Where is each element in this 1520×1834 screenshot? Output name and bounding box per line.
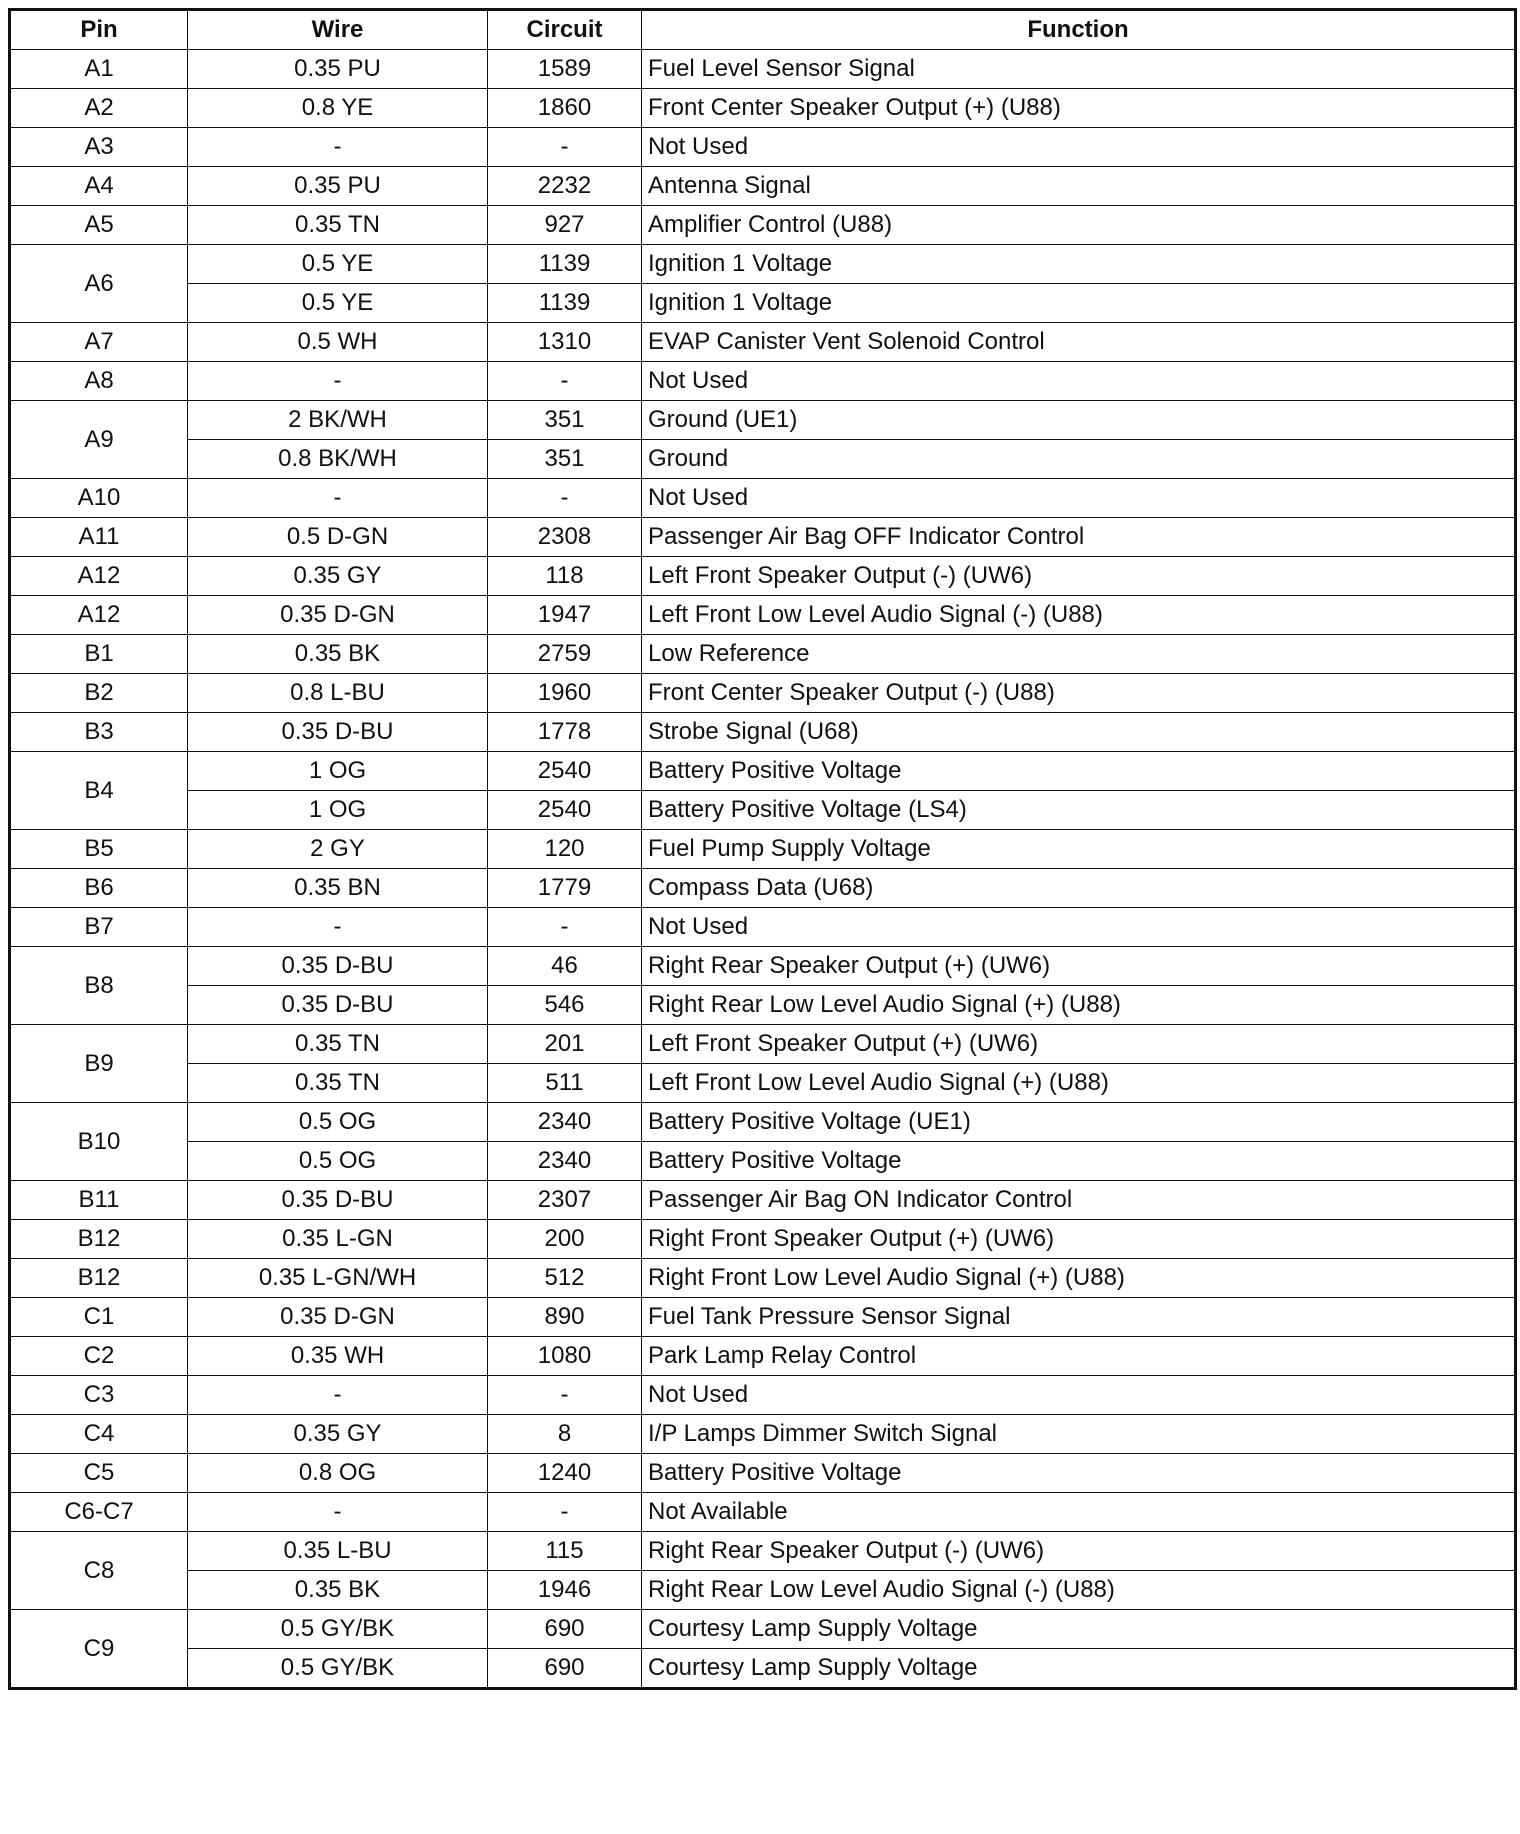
function-cell: Right Rear Speaker Output (-) (UW6) <box>642 1532 1516 1571</box>
function-cell: Battery Positive Voltage (LS4) <box>642 791 1516 830</box>
table-row <box>10 1649 1516 1689</box>
function-cell: Low Reference <box>642 635 1516 674</box>
table-row <box>10 1064 1516 1103</box>
circuit-cell: 2340 <box>488 1142 642 1181</box>
circuit-cell: - <box>488 362 642 401</box>
wire-cell: 0.35 D-GN <box>188 1298 488 1337</box>
function-cell: Antenna Signal <box>642 167 1516 206</box>
wire-cell: 0.35 TN <box>188 206 488 245</box>
circuit-cell: 1310 <box>488 323 642 362</box>
wire-cell: 0.35 TN <box>188 1025 488 1064</box>
function-cell: Battery Positive Voltage <box>642 1454 1516 1493</box>
pin-cell: A10 <box>10 479 188 518</box>
wire-cell: - <box>188 908 488 947</box>
wire-cell: 2 GY <box>188 830 488 869</box>
wire-cell: - <box>188 1493 488 1532</box>
circuit-cell: 351 <box>488 440 642 479</box>
function-cell: Ignition 1 Voltage <box>642 284 1516 323</box>
circuit-cell: 1589 <box>488 50 642 89</box>
table-row <box>10 1610 1516 1649</box>
table-row <box>10 1181 1516 1220</box>
wire-cell: - <box>188 479 488 518</box>
function-cell: Not Used <box>642 362 1516 401</box>
table-row <box>10 1532 1516 1571</box>
pin-cell: B2 <box>10 674 188 713</box>
pin-cell: B6 <box>10 869 188 908</box>
wire-cell: 0.5 WH <box>188 323 488 362</box>
wire-cell: 0.35 D-BU <box>188 713 488 752</box>
function-cell: Right Rear Low Level Audio Signal (-) (U88) <box>642 1571 1516 1610</box>
wire-cell: 0.5 OG <box>188 1142 488 1181</box>
pin-cell: C1 <box>10 1298 188 1337</box>
table-row <box>10 791 1516 830</box>
table-row <box>10 518 1516 557</box>
table-row <box>10 50 1516 89</box>
circuit-cell: 1240 <box>488 1454 642 1493</box>
wire-cell: 0.8 BK/WH <box>188 440 488 479</box>
table-row <box>10 89 1516 128</box>
table-row <box>10 128 1516 167</box>
connector-pinout-document <box>8 8 1517 1690</box>
pin-cell: B3 <box>10 713 188 752</box>
table-row <box>10 1454 1516 1493</box>
circuit-cell: 1779 <box>488 869 642 908</box>
header-wire: Wire <box>188 10 488 50</box>
pin-cell: C5 <box>10 1454 188 1493</box>
wire-cell: 0.35 D-BU <box>188 947 488 986</box>
table-row <box>10 557 1516 596</box>
function-cell: Fuel Level Sensor Signal <box>642 50 1516 89</box>
pin-cell: A11 <box>10 518 188 557</box>
table-row <box>10 479 1516 518</box>
circuit-cell: 118 <box>488 557 642 596</box>
pin-cell: C2 <box>10 1337 188 1376</box>
function-cell: Left Front Speaker Output (+) (UW6) <box>642 1025 1516 1064</box>
function-cell: Not Used <box>642 908 1516 947</box>
circuit-cell: 1080 <box>488 1337 642 1376</box>
pin-cell: B1 <box>10 635 188 674</box>
pin-cell: A1 <box>10 50 188 89</box>
circuit-cell: - <box>488 479 642 518</box>
table-row <box>10 1571 1516 1610</box>
circuit-cell: 1139 <box>488 284 642 323</box>
table-row <box>10 596 1516 635</box>
circuit-cell: 2540 <box>488 752 642 791</box>
table-row <box>10 362 1516 401</box>
circuit-cell: 546 <box>488 986 642 1025</box>
function-cell: Front Center Speaker Output (+) (U88) <box>642 89 1516 128</box>
circuit-cell: 1947 <box>488 596 642 635</box>
connector-pinout-table <box>8 8 1517 1690</box>
circuit-cell: 927 <box>488 206 642 245</box>
circuit-cell: 690 <box>488 1649 642 1689</box>
function-cell: Left Front Low Level Audio Signal (-) (U88) <box>642 596 1516 635</box>
circuit-cell: 8 <box>488 1415 642 1454</box>
function-cell: Fuel Tank Pressure Sensor Signal <box>642 1298 1516 1337</box>
pin-cell: A8 <box>10 362 188 401</box>
table-row <box>10 1337 1516 1376</box>
function-cell: Not Available <box>642 1493 1516 1532</box>
wire-cell: 0.5 D-GN <box>188 518 488 557</box>
function-cell: Passenger Air Bag OFF Indicator Control <box>642 518 1516 557</box>
wire-cell: 0.35 D-BU <box>188 1181 488 1220</box>
pin-cell: C8 <box>10 1532 188 1610</box>
table-row <box>10 401 1516 440</box>
circuit-cell: 115 <box>488 1532 642 1571</box>
wire-cell: 0.35 GY <box>188 557 488 596</box>
table-row <box>10 440 1516 479</box>
function-cell: Ground (UE1) <box>642 401 1516 440</box>
wire-cell: 0.35 L-GN/WH <box>188 1259 488 1298</box>
table-row <box>10 1493 1516 1532</box>
circuit-cell: - <box>488 908 642 947</box>
wire-cell: 0.35 BK <box>188 1571 488 1610</box>
wire-cell: 0.35 GY <box>188 1415 488 1454</box>
wire-cell: 0.35 BN <box>188 869 488 908</box>
wire-cell: 0.5 YE <box>188 245 488 284</box>
header-circuit: Circuit <box>488 10 642 50</box>
table-row <box>10 1220 1516 1259</box>
wire-cell: 0.35 TN <box>188 1064 488 1103</box>
pin-cell: B11 <box>10 1181 188 1220</box>
table-row <box>10 869 1516 908</box>
circuit-cell: 200 <box>488 1220 642 1259</box>
pin-cell: B9 <box>10 1025 188 1103</box>
function-cell: Not Used <box>642 479 1516 518</box>
function-cell: Right Front Low Level Audio Signal (+) (U88) <box>642 1259 1516 1298</box>
table-row <box>10 245 1516 284</box>
circuit-cell: 1139 <box>488 245 642 284</box>
pin-cell: A12 <box>10 596 188 635</box>
table-row <box>10 908 1516 947</box>
wire-cell: 0.8 OG <box>188 1454 488 1493</box>
function-cell: Not Used <box>642 1376 1516 1415</box>
wire-cell: 0.8 YE <box>188 89 488 128</box>
function-cell: Left Front Speaker Output (-) (UW6) <box>642 557 1516 596</box>
table-header <box>10 10 1516 50</box>
circuit-cell: 2540 <box>488 791 642 830</box>
function-cell: Battery Positive Voltage <box>642 1142 1516 1181</box>
wire-cell: 0.8 L-BU <box>188 674 488 713</box>
circuit-cell: 1860 <box>488 89 642 128</box>
table-row <box>10 947 1516 986</box>
table-row <box>10 1025 1516 1064</box>
wire-cell: 2 BK/WH <box>188 401 488 440</box>
circuit-cell: - <box>488 1493 642 1532</box>
wire-cell: 0.5 OG <box>188 1103 488 1142</box>
circuit-cell: 1946 <box>488 1571 642 1610</box>
pin-cell: A3 <box>10 128 188 167</box>
function-cell: EVAP Canister Vent Solenoid Control <box>642 323 1516 362</box>
table-body <box>10 50 1516 1689</box>
pin-cell: B12 <box>10 1259 188 1298</box>
pin-cell: B7 <box>10 908 188 947</box>
wire-cell: 0.35 D-BU <box>188 986 488 1025</box>
function-cell: Park Lamp Relay Control <box>642 1337 1516 1376</box>
header-function: Function <box>642 10 1516 50</box>
function-cell: Strobe Signal (U68) <box>642 713 1516 752</box>
table-row <box>10 674 1516 713</box>
pin-cell: A7 <box>10 323 188 362</box>
circuit-cell: 512 <box>488 1259 642 1298</box>
table-row <box>10 206 1516 245</box>
function-cell: Right Rear Speaker Output (+) (UW6) <box>642 947 1516 986</box>
circuit-cell: 201 <box>488 1025 642 1064</box>
pin-cell: A4 <box>10 167 188 206</box>
pin-cell: B10 <box>10 1103 188 1181</box>
wire-cell: 1 OG <box>188 791 488 830</box>
wire-cell: 1 OG <box>188 752 488 791</box>
function-cell: Battery Positive Voltage (UE1) <box>642 1103 1516 1142</box>
table-row <box>10 1376 1516 1415</box>
wire-cell: 0.35 PU <box>188 50 488 89</box>
pin-cell: C6-C7 <box>10 1493 188 1532</box>
function-cell: Ground <box>642 440 1516 479</box>
table-row <box>10 1415 1516 1454</box>
wire-cell: 0.35 PU <box>188 167 488 206</box>
function-cell: Right Rear Low Level Audio Signal (+) (U88) <box>642 986 1516 1025</box>
pin-cell: C4 <box>10 1415 188 1454</box>
function-cell: Right Front Speaker Output (+) (UW6) <box>642 1220 1516 1259</box>
function-cell: Fuel Pump Supply Voltage <box>642 830 1516 869</box>
wire-cell: 0.35 WH <box>188 1337 488 1376</box>
header-row <box>10 10 1516 50</box>
function-cell: Courtesy Lamp Supply Voltage <box>642 1610 1516 1649</box>
table-row <box>10 1142 1516 1181</box>
circuit-cell: 120 <box>488 830 642 869</box>
function-cell: Courtesy Lamp Supply Voltage <box>642 1649 1516 1689</box>
table-row <box>10 1103 1516 1142</box>
circuit-cell: - <box>488 1376 642 1415</box>
circuit-cell: 2307 <box>488 1181 642 1220</box>
wire-cell: 0.35 BK <box>188 635 488 674</box>
circuit-cell: 351 <box>488 401 642 440</box>
header-pin: Pin <box>10 10 188 50</box>
table-row <box>10 167 1516 206</box>
function-cell: Left Front Low Level Audio Signal (+) (U88) <box>642 1064 1516 1103</box>
circuit-cell: 890 <box>488 1298 642 1337</box>
wire-cell: 0.35 L-GN <box>188 1220 488 1259</box>
circuit-cell: 46 <box>488 947 642 986</box>
wire-cell: 0.5 GY/BK <box>188 1649 488 1689</box>
circuit-cell: 2759 <box>488 635 642 674</box>
function-cell: Compass Data (U68) <box>642 869 1516 908</box>
pin-cell: C9 <box>10 1610 188 1689</box>
pin-cell: A9 <box>10 401 188 479</box>
wire-cell: 0.5 YE <box>188 284 488 323</box>
pin-cell: B8 <box>10 947 188 1025</box>
circuit-cell: 1778 <box>488 713 642 752</box>
table-row <box>10 284 1516 323</box>
pin-cell: A12 <box>10 557 188 596</box>
pin-cell: B5 <box>10 830 188 869</box>
function-cell: Passenger Air Bag ON Indicator Control <box>642 1181 1516 1220</box>
function-cell: Not Used <box>642 128 1516 167</box>
table-row <box>10 1259 1516 1298</box>
table-row <box>10 752 1516 791</box>
wire-cell: 0.35 D-GN <box>188 596 488 635</box>
circuit-cell: 2340 <box>488 1103 642 1142</box>
wire-cell: 0.35 L-BU <box>188 1532 488 1571</box>
function-cell: Ignition 1 Voltage <box>642 245 1516 284</box>
table-row <box>10 830 1516 869</box>
pin-cell: B12 <box>10 1220 188 1259</box>
pin-cell: B4 <box>10 752 188 830</box>
pin-cell: C3 <box>10 1376 188 1415</box>
function-cell: Front Center Speaker Output (-) (U88) <box>642 674 1516 713</box>
function-cell: I/P Lamps Dimmer Switch Signal <box>642 1415 1516 1454</box>
table-row <box>10 713 1516 752</box>
pin-cell: A2 <box>10 89 188 128</box>
function-cell: Battery Positive Voltage <box>642 752 1516 791</box>
pin-cell: A6 <box>10 245 188 323</box>
table-row <box>10 1298 1516 1337</box>
wire-cell: 0.5 GY/BK <box>188 1610 488 1649</box>
function-cell: Amplifier Control (U88) <box>642 206 1516 245</box>
wire-cell: - <box>188 128 488 167</box>
circuit-cell: 1960 <box>488 674 642 713</box>
circuit-cell: 690 <box>488 1610 642 1649</box>
wire-cell: - <box>188 362 488 401</box>
table-row <box>10 986 1516 1025</box>
table-row <box>10 323 1516 362</box>
circuit-cell: - <box>488 128 642 167</box>
circuit-cell: 2308 <box>488 518 642 557</box>
table-row <box>10 635 1516 674</box>
circuit-cell: 511 <box>488 1064 642 1103</box>
circuit-cell: 2232 <box>488 167 642 206</box>
pin-cell: A5 <box>10 206 188 245</box>
wire-cell: - <box>188 1376 488 1415</box>
